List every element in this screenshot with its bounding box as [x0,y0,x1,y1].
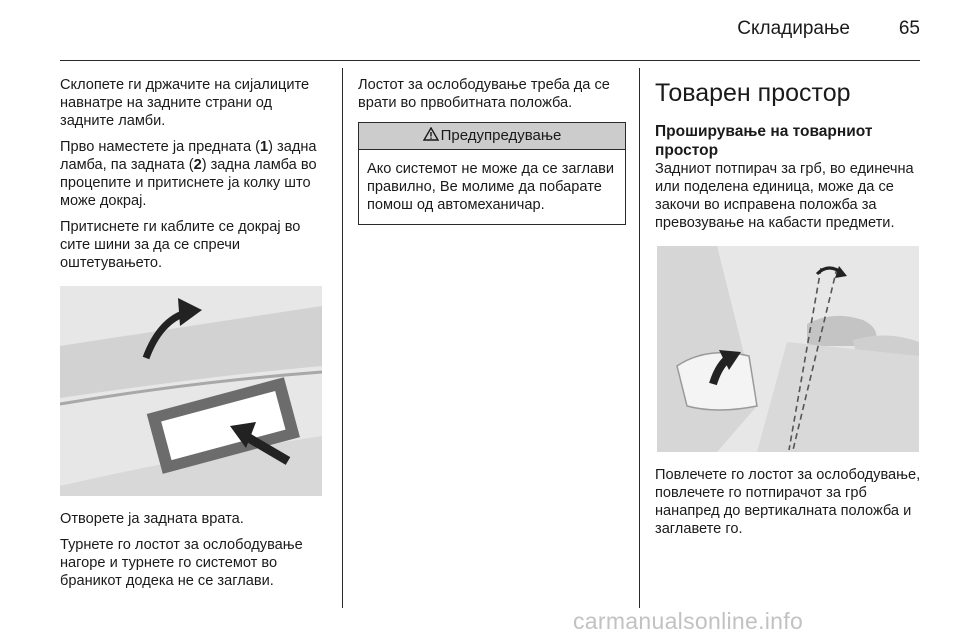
seat-backrest-illustration [657,246,919,452]
warning-header [359,123,625,150]
column-divider-1 [342,68,343,608]
warning-title: Предупредување [440,127,562,144]
header-title: Складирање [737,18,850,39]
column-1 [60,76,328,598]
watermark: carmanualsonline.info [573,608,804,634]
section-title: Товарен простор [655,79,851,107]
column-3 [655,76,923,546]
header-divider [60,60,920,61]
figure-seat-backrest-illustration [657,246,919,452]
page-number: 65 [898,18,920,39]
paragraph: Повлечете го лостот за ослободување, повлечете го потпирачот за грб нанапред до вертикалната положба и заглавете го. [655,467,921,537]
paragraph: Отворете ја задната врата. [60,511,244,527]
paragraph: Склопете ги држачите на сијалиците навнатре на задните страни од задните ламби. [60,77,310,129]
column-2 [358,76,626,225]
warning-triangle-icon [423,127,439,141]
paragraph: Лостот за ослободување треба да се врати во првобитната положба. [358,77,610,111]
subsection-title: Проширување на товарниот простор [655,123,873,159]
column-divider-2 [639,68,640,608]
warning-text: Ако системот не може да се заглави правилно, Ве молиме да побарате помош од автомеханичар. [367,161,615,213]
paragraph: Турнете го лостот за ослободување нагоре и турнете го системот во браникот додека не се заглави. [60,537,303,589]
warning-box [358,122,626,225]
paragraph: Задниот потпирач за грб, во единечна или поделена единица, може да се закочи во исправена положба за превозување на кабасти предмети. [655,161,914,231]
paragraph: Притиснете ги каблите се докрај во сите шини за да се спречи оштетувањето. [60,219,301,271]
tailgate-illustration [60,286,322,496]
paragraph: Прво наместете ја предната (1) задна ламба, па задната (2) задна ламба во процепите и притиснете ја колку што може докрај. [60,139,317,209]
figure-tailgate-illustration [60,286,322,496]
